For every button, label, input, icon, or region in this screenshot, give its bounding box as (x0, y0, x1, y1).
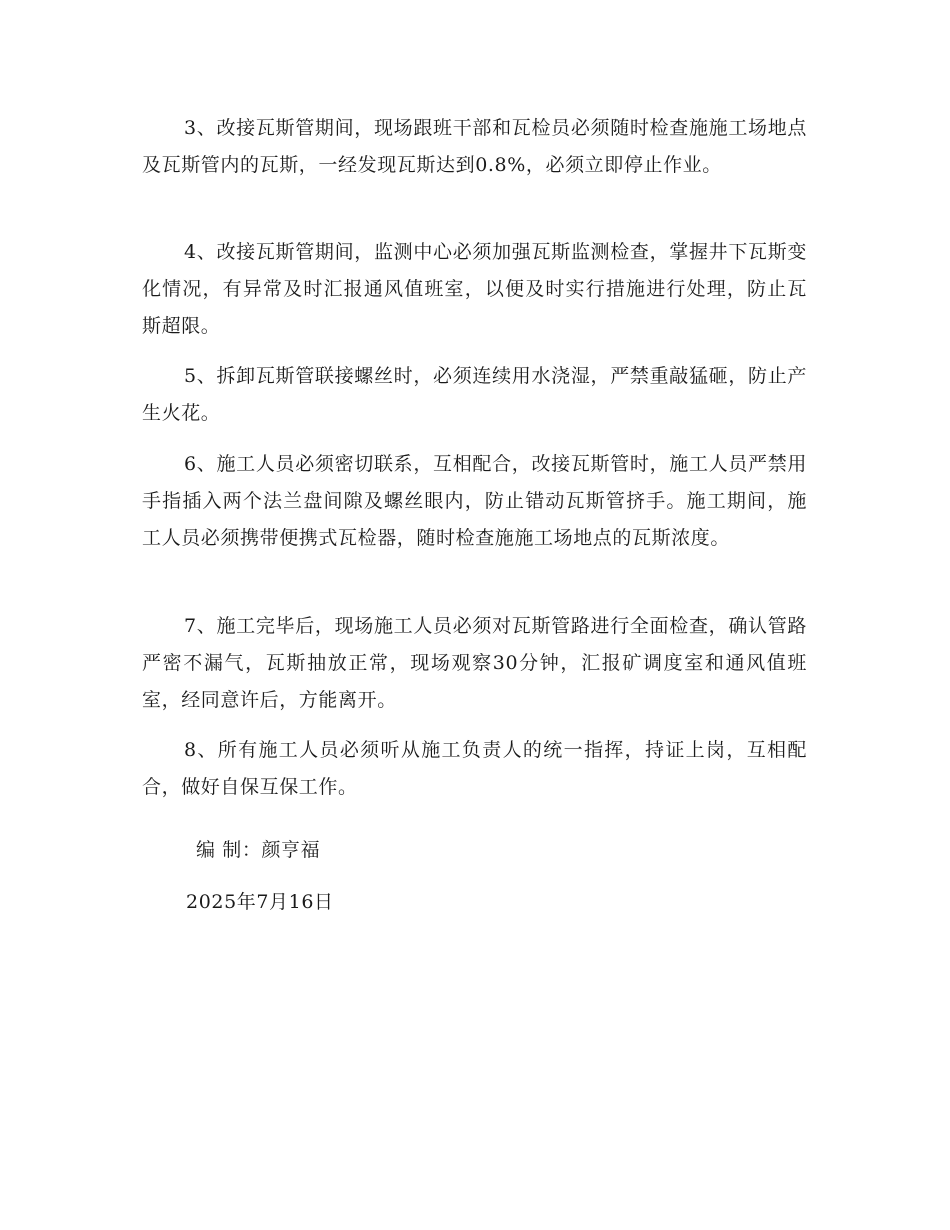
paragraph-item-8: 8、所有施工人员必须听从施工负责人的统一指挥，持证上岗，互相配合，做好自保互保工作。 (142, 739, 807, 798)
document-date: 2025年7月16日 (186, 891, 334, 913)
paragraph-item-5: 5、拆卸瓦斯管联接螺丝时，必须连续用水浇湿，严禁重敲猛砸，防止产生火花。 (142, 365, 807, 424)
editor-signature: 编 制：颜亨福 (196, 839, 321, 861)
paragraph-item-7: 7、施工完毕后，现场施工人员必须对瓦斯管路进行全面检查，确认管路严密不漏气，瓦斯抽放正常，现场观察30分钟，汇报矿调度室和通风值班室，经同意许后，方能离开。 (142, 615, 807, 711)
paragraph-item-3: 3、改接瓦斯管期间，现场跟班干部和瓦检员必须随时检查施施工场地点及瓦斯管内的瓦斯，一经发现瓦斯达到0.8%，必须立即停止作业。 (142, 117, 807, 176)
paragraph-item-4: 4、改接瓦斯管期间，监测中心必须加强瓦斯监测检查，掌握井下瓦斯变化情况，有异常及时汇报通风值班室，以便及时实行措施进行处理，防止瓦斯超限。 (142, 241, 807, 337)
paragraph-item-6: 6、施工人员必须密切联系，互相配合，改接瓦斯管时，施工人员严禁用手指插入两个法兰盘间隙及螺丝眼内，防止错动瓦斯管挤手。施工期间，施工人员必须携带便携式瓦检器，随时检查施施工场地点的瓦斯浓度。 (142, 453, 807, 549)
